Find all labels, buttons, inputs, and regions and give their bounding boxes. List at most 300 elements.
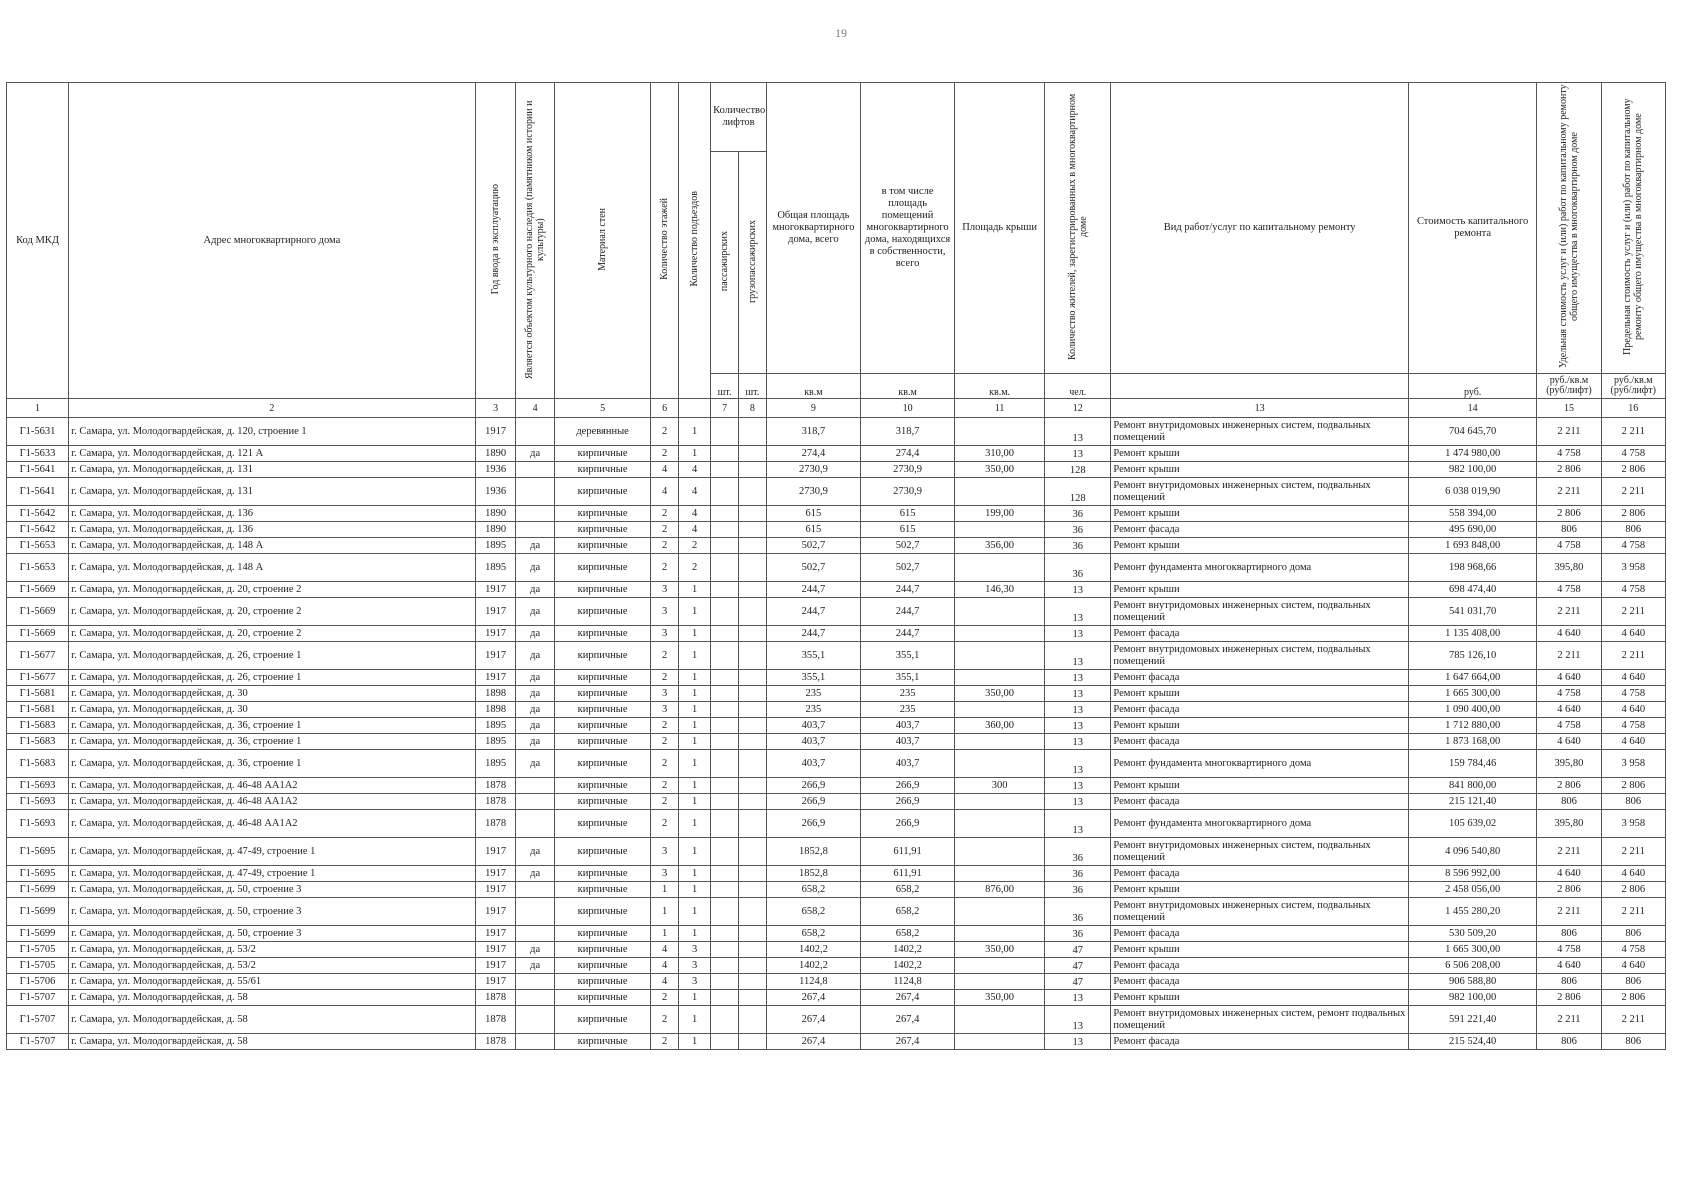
cell-wall-material: кирпичные xyxy=(554,838,650,866)
cell-lifts-passenger xyxy=(711,882,739,898)
cell-roof-area xyxy=(955,522,1045,538)
cell-entrances: 3 xyxy=(679,942,711,958)
cell-code: Г1-5706 xyxy=(7,974,69,990)
cell-lifts-passenger xyxy=(711,670,739,686)
cell-total-area: 403,7 xyxy=(766,718,860,734)
cell-heritage xyxy=(516,794,555,810)
cell-year: 1878 xyxy=(475,1006,516,1034)
cell-floors: 3 xyxy=(651,598,679,626)
table-row xyxy=(7,598,1666,626)
cell-residents: 13 xyxy=(1045,626,1111,642)
cell-lifts-cargo xyxy=(738,582,766,598)
cell-lifts-passenger xyxy=(711,794,739,810)
column-number: 12 xyxy=(1045,399,1111,418)
cell-wall-material: кирпичные xyxy=(554,506,650,522)
cell-wall-material: кирпичные xyxy=(554,882,650,898)
cell-max-cost: 4 758 xyxy=(1601,538,1665,554)
cell-heritage: да xyxy=(516,942,555,958)
cell-roof-area xyxy=(955,794,1045,810)
cell-total-area: 1852,8 xyxy=(766,866,860,882)
cell-address: г. Самара, ул. Молодогвардейская, д. 53/2 xyxy=(69,958,476,974)
cell-work-type: Ремонт крыши xyxy=(1111,446,1409,462)
cell-private-area: 244,7 xyxy=(860,582,954,598)
cell-wall-material: кирпичные xyxy=(554,942,650,958)
cell-total-area: 1852,8 xyxy=(766,838,860,866)
cell-roof-area xyxy=(955,926,1045,942)
column-number: 14 xyxy=(1408,399,1536,418)
cell-private-area: 266,9 xyxy=(860,810,954,838)
cell-unit-cost: 2 806 xyxy=(1537,506,1601,522)
cell-cost: 495 690,00 xyxy=(1408,522,1536,538)
cell-total-area: 403,7 xyxy=(766,750,860,778)
cell-lifts-passenger xyxy=(711,478,739,506)
cell-year: 1917 xyxy=(475,582,516,598)
table-row xyxy=(7,582,1666,598)
unit-cost: руб. xyxy=(1408,374,1536,399)
cell-wall-material: кирпичные xyxy=(554,734,650,750)
cell-lifts-passenger xyxy=(711,866,739,882)
cell-year: 1917 xyxy=(475,418,516,446)
cell-private-area: 658,2 xyxy=(860,926,954,942)
cell-code: Г1-5683 xyxy=(7,750,69,778)
cell-total-area: 403,7 xyxy=(766,734,860,750)
cell-address: г. Самара, ул. Молодогвардейская, д. 20, строение 2 xyxy=(69,598,476,626)
cell-work-type: Ремонт фасада xyxy=(1111,794,1409,810)
cell-max-cost: 2 806 xyxy=(1601,778,1665,794)
cell-unit-cost: 4 758 xyxy=(1537,538,1601,554)
cell-entrances: 1 xyxy=(679,794,711,810)
cell-wall-material: кирпичные xyxy=(554,794,650,810)
cell-work-type: Ремонт крыши xyxy=(1111,882,1409,898)
cell-lifts-cargo xyxy=(738,686,766,702)
cell-wall-material: кирпичные xyxy=(554,582,650,598)
cell-floors: 3 xyxy=(651,702,679,718)
cell-wall-material: кирпичные xyxy=(554,598,650,626)
cell-address: г. Самара, ул. Молодогвардейская, д. 46-48 АА1А2 xyxy=(69,794,476,810)
table-body xyxy=(7,418,1666,1050)
cell-max-cost: 4 758 xyxy=(1601,718,1665,734)
table-row xyxy=(7,1034,1666,1050)
cell-residents: 13 xyxy=(1045,642,1111,670)
cell-address: г. Самара, ул. Молодогвардейская, д. 30 xyxy=(69,686,476,702)
cell-entrances: 1 xyxy=(679,810,711,838)
cell-private-area: 615 xyxy=(860,522,954,538)
cell-residents: 36 xyxy=(1045,522,1111,538)
cell-unit-cost: 4 640 xyxy=(1537,702,1601,718)
cell-cost: 704 645,70 xyxy=(1408,418,1536,446)
cell-cost: 841 800,00 xyxy=(1408,778,1536,794)
cell-max-cost: 806 xyxy=(1601,974,1665,990)
cell-year: 1895 xyxy=(475,538,516,554)
cell-floors: 2 xyxy=(651,1006,679,1034)
cell-lifts-cargo xyxy=(738,1006,766,1034)
cell-roof-area xyxy=(955,626,1045,642)
cell-roof-area xyxy=(955,478,1045,506)
column-number: 15 xyxy=(1537,399,1601,418)
column-number: 7 xyxy=(711,399,739,418)
cell-residents: 36 xyxy=(1045,882,1111,898)
cell-residents: 13 xyxy=(1045,598,1111,626)
cell-address: г. Самара, ул. Молодогвардейская, д. 58 xyxy=(69,1006,476,1034)
cell-total-area: 274,4 xyxy=(766,446,860,462)
cell-roof-area: 876,00 xyxy=(955,882,1045,898)
cell-lifts-cargo xyxy=(738,810,766,838)
cell-lifts-cargo xyxy=(738,598,766,626)
cell-entrances: 1 xyxy=(679,778,711,794)
cell-heritage xyxy=(516,926,555,942)
cell-max-cost: 4 758 xyxy=(1601,582,1665,598)
cell-cost: 6 506 208,00 xyxy=(1408,958,1536,974)
cell-year: 1917 xyxy=(475,642,516,670)
cell-cost: 1 135 408,00 xyxy=(1408,626,1536,642)
cell-floors: 2 xyxy=(651,522,679,538)
cell-work-type: Ремонт внутридомовых инженерных систем, подвальных помещений xyxy=(1111,898,1409,926)
cell-cost: 1 455 280,20 xyxy=(1408,898,1536,926)
cell-entrances: 1 xyxy=(679,866,711,882)
cell-work-type: Ремонт фасада xyxy=(1111,926,1409,942)
cell-max-cost: 3 958 xyxy=(1601,810,1665,838)
cell-total-area: 658,2 xyxy=(766,898,860,926)
cell-lifts-cargo xyxy=(738,446,766,462)
cell-code: Г1-5669 xyxy=(7,626,69,642)
cell-floors: 2 xyxy=(651,718,679,734)
cell-max-cost: 2 211 xyxy=(1601,838,1665,866)
cell-roof-area xyxy=(955,750,1045,778)
cell-work-type: Ремонт фундамента многоквартирного дома xyxy=(1111,810,1409,838)
cell-heritage: да xyxy=(516,598,555,626)
cell-work-type: Ремонт внутридомовых инженерных систем, подвальных помещений xyxy=(1111,598,1409,626)
cell-total-area: 244,7 xyxy=(766,598,860,626)
cell-residents: 13 xyxy=(1045,1006,1111,1034)
cell-residents: 36 xyxy=(1045,538,1111,554)
cell-roof-area xyxy=(955,642,1045,670)
cell-lifts-passenger xyxy=(711,898,739,926)
unit-residents: чел. xyxy=(1045,374,1111,399)
cell-unit-cost: 395,80 xyxy=(1537,554,1601,582)
cell-heritage: да xyxy=(516,554,555,582)
cell-address: г. Самара, ул. Молодогвардейская, д. 120, строение 1 xyxy=(69,418,476,446)
cell-address: г. Самара, ул. Молодогвардейская, д. 36, строение 1 xyxy=(69,750,476,778)
cell-address: г. Самара, ул. Молодогвардейская, д. 121 А xyxy=(69,446,476,462)
cell-floors: 2 xyxy=(651,538,679,554)
cell-lifts-cargo xyxy=(738,750,766,778)
cell-work-type: Ремонт крыши xyxy=(1111,462,1409,478)
cell-address: г. Самара, ул. Молодогвардейская, д. 136 xyxy=(69,522,476,538)
table-row xyxy=(7,838,1666,866)
cell-heritage: да xyxy=(516,626,555,642)
cell-wall-material: кирпичные xyxy=(554,958,650,974)
cell-cost: 785 126,10 xyxy=(1408,642,1536,670)
cell-code: Г1-5669 xyxy=(7,598,69,626)
cell-wall-material: кирпичные xyxy=(554,702,650,718)
cell-private-area: 267,4 xyxy=(860,1006,954,1034)
cell-unit-cost: 2 211 xyxy=(1537,598,1601,626)
cell-private-area: 615 xyxy=(860,506,954,522)
cell-lifts-cargo xyxy=(738,942,766,958)
cell-unit-cost: 806 xyxy=(1537,794,1601,810)
cell-max-cost: 2 211 xyxy=(1601,642,1665,670)
cell-private-area: 502,7 xyxy=(860,554,954,582)
cell-wall-material: кирпичные xyxy=(554,974,650,990)
cell-unit-cost: 2 806 xyxy=(1537,778,1601,794)
table-row xyxy=(7,478,1666,506)
cell-total-area: 1124,8 xyxy=(766,974,860,990)
cell-heritage: да xyxy=(516,718,555,734)
cell-private-area: 502,7 xyxy=(860,538,954,554)
cell-private-area: 611,91 xyxy=(860,866,954,882)
cell-heritage: да xyxy=(516,538,555,554)
cell-floors: 2 xyxy=(651,734,679,750)
cell-cost: 1 873 168,00 xyxy=(1408,734,1536,750)
cell-residents: 13 xyxy=(1045,734,1111,750)
cell-residents: 13 xyxy=(1045,778,1111,794)
cell-wall-material: кирпичные xyxy=(554,626,650,642)
cell-year: 1895 xyxy=(475,734,516,750)
cell-wall-material: кирпичные xyxy=(554,522,650,538)
cell-year: 1878 xyxy=(475,990,516,1006)
cell-unit-cost: 4 758 xyxy=(1537,718,1601,734)
cell-code: Г1-5642 xyxy=(7,506,69,522)
cell-year: 1890 xyxy=(475,522,516,538)
cell-unit-cost: 4 758 xyxy=(1537,686,1601,702)
header-unit-cost: Удельная стоимость услуг и (или) работ по капитальному ремонту общего имущества в многоквартирном доме xyxy=(1537,83,1601,374)
cell-entrances: 4 xyxy=(679,506,711,522)
cell-unit-cost: 4 758 xyxy=(1537,446,1601,462)
cell-private-area: 244,7 xyxy=(860,626,954,642)
cell-lifts-cargo xyxy=(738,898,766,926)
column-number: 3 xyxy=(475,399,516,418)
header-total-area: Общая площадь многоквартирного дома, всего xyxy=(766,83,860,374)
cell-max-cost: 806 xyxy=(1601,794,1665,810)
cell-code: Г1-5631 xyxy=(7,418,69,446)
cell-heritage: да xyxy=(516,750,555,778)
cell-year: 1917 xyxy=(475,598,516,626)
cell-total-area: 244,7 xyxy=(766,582,860,598)
cell-unit-cost: 2 806 xyxy=(1537,990,1601,1006)
cell-total-area: 355,1 xyxy=(766,670,860,686)
cell-lifts-passenger xyxy=(711,838,739,866)
unit-unit-cost: руб./кв.м (руб/лифт) xyxy=(1537,374,1601,399)
cell-cost: 982 100,00 xyxy=(1408,462,1536,478)
cell-entrances: 2 xyxy=(679,554,711,582)
table-row xyxy=(7,626,1666,642)
cell-floors: 3 xyxy=(651,582,679,598)
unit-lifts-cargo: шт. xyxy=(738,374,766,399)
cell-residents: 13 xyxy=(1045,418,1111,446)
cell-address: г. Самара, ул. Молодогвардейская, д. 30 xyxy=(69,702,476,718)
cell-year: 1898 xyxy=(475,686,516,702)
cell-cost: 2 458 056,00 xyxy=(1408,882,1536,898)
cell-lifts-cargo xyxy=(738,418,766,446)
cell-entrances: 1 xyxy=(679,838,711,866)
cell-entrances: 4 xyxy=(679,522,711,538)
table-row xyxy=(7,810,1666,838)
cell-max-cost: 4 640 xyxy=(1601,670,1665,686)
header-work-type: Вид работ/услуг по капитальному ремонту xyxy=(1111,83,1409,374)
cell-private-area: 266,9 xyxy=(860,794,954,810)
header-heritage: Является объектом культурного наследия (памятником истории и культуры) xyxy=(516,83,555,399)
cell-code: Г1-5653 xyxy=(7,554,69,582)
cell-floors: 2 xyxy=(651,750,679,778)
cell-unit-cost: 2 211 xyxy=(1537,838,1601,866)
cell-heritage xyxy=(516,478,555,506)
cell-code: Г1-5677 xyxy=(7,642,69,670)
cell-unit-cost: 2 211 xyxy=(1537,898,1601,926)
cell-heritage xyxy=(516,418,555,446)
cell-total-area: 267,4 xyxy=(766,1006,860,1034)
cell-address: г. Самара, ул. Молодогвардейская, д. 26, строение 1 xyxy=(69,642,476,670)
cell-address: г. Самара, ул. Молодогвардейская, д. 131 xyxy=(69,478,476,506)
cell-work-type: Ремонт крыши xyxy=(1111,538,1409,554)
cell-wall-material: кирпичные xyxy=(554,670,650,686)
cell-entrances: 1 xyxy=(679,642,711,670)
cell-lifts-cargo xyxy=(738,838,766,866)
cell-address: г. Самара, ул. Молодогвардейская, д. 53/2 xyxy=(69,942,476,958)
cell-work-type: Ремонт фасада xyxy=(1111,626,1409,642)
cell-year: 1895 xyxy=(475,718,516,734)
header-roof-area: Площадь крыши xyxy=(955,83,1045,374)
column-number: 4 xyxy=(516,399,555,418)
cell-roof-area xyxy=(955,974,1045,990)
cell-lifts-cargo xyxy=(738,462,766,478)
cell-residents: 13 xyxy=(1045,670,1111,686)
cell-lifts-cargo xyxy=(738,866,766,882)
cell-max-cost: 3 958 xyxy=(1601,750,1665,778)
header-wall-material: Материал стен xyxy=(554,83,650,399)
cell-private-area: 403,7 xyxy=(860,750,954,778)
cell-roof-area xyxy=(955,1006,1045,1034)
cell-code: Г1-5677 xyxy=(7,670,69,686)
unit-work-type xyxy=(1111,374,1409,399)
cell-year: 1917 xyxy=(475,958,516,974)
cell-floors: 1 xyxy=(651,882,679,898)
table-row xyxy=(7,990,1666,1006)
cell-lifts-passenger xyxy=(711,446,739,462)
header-residents: Количество жителей, зарегистрированных в многоквартирном доме xyxy=(1045,83,1111,374)
cell-private-area: 658,2 xyxy=(860,898,954,926)
cell-floors: 2 xyxy=(651,446,679,462)
cell-floors: 3 xyxy=(651,838,679,866)
cell-unit-cost: 2 806 xyxy=(1537,882,1601,898)
cell-code: Г1-5707 xyxy=(7,1034,69,1050)
cell-roof-area xyxy=(955,702,1045,718)
cell-lifts-passenger xyxy=(711,626,739,642)
cell-wall-material: кирпичные xyxy=(554,686,650,702)
cell-address: г. Самара, ул. Молодогвардейская, д. 50, строение 3 xyxy=(69,882,476,898)
cell-work-type: Ремонт крыши xyxy=(1111,506,1409,522)
cell-unit-cost: 806 xyxy=(1537,974,1601,990)
table-row xyxy=(7,750,1666,778)
cell-year: 1917 xyxy=(475,926,516,942)
table-row xyxy=(7,522,1666,538)
cell-max-cost: 4 758 xyxy=(1601,686,1665,702)
cell-work-type: Ремонт фасада xyxy=(1111,734,1409,750)
cell-floors: 4 xyxy=(651,974,679,990)
cell-work-type: Ремонт внутридомовых инженерных систем, подвальных помещений xyxy=(1111,838,1409,866)
cell-roof-area: 300 xyxy=(955,778,1045,794)
cell-lifts-cargo xyxy=(738,670,766,686)
cell-residents: 128 xyxy=(1045,478,1111,506)
cell-floors: 4 xyxy=(651,478,679,506)
cell-entrances: 1 xyxy=(679,702,711,718)
cell-lifts-passenger xyxy=(711,554,739,582)
cell-roof-area: 199,00 xyxy=(955,506,1045,522)
cell-roof-area xyxy=(955,418,1045,446)
cell-address: г. Самара, ул. Молодогвардейская, д. 148 А xyxy=(69,554,476,582)
cell-roof-area xyxy=(955,866,1045,882)
cell-lifts-passenger xyxy=(711,598,739,626)
cell-residents: 47 xyxy=(1045,958,1111,974)
cell-private-area: 274,4 xyxy=(860,446,954,462)
cell-total-area: 267,4 xyxy=(766,990,860,1006)
cell-total-area: 266,9 xyxy=(766,794,860,810)
header-lifts-passenger: пассажирских xyxy=(711,152,739,374)
cell-wall-material: кирпичные xyxy=(554,462,650,478)
table-row xyxy=(7,718,1666,734)
cell-private-area: 1402,2 xyxy=(860,958,954,974)
cell-roof-area xyxy=(955,898,1045,926)
cell-unit-cost: 806 xyxy=(1537,926,1601,942)
cell-floors: 2 xyxy=(651,506,679,522)
cell-cost: 1 665 300,00 xyxy=(1408,686,1536,702)
cell-wall-material: кирпичные xyxy=(554,538,650,554)
cell-max-cost: 2 211 xyxy=(1601,1006,1665,1034)
cell-residents: 13 xyxy=(1045,990,1111,1006)
cell-lifts-cargo xyxy=(738,794,766,810)
table-row xyxy=(7,554,1666,582)
table-row xyxy=(7,506,1666,522)
cell-private-area: 266,9 xyxy=(860,778,954,794)
cell-roof-area xyxy=(955,1034,1045,1050)
cell-lifts-cargo xyxy=(738,538,766,554)
cell-code: Г1-5695 xyxy=(7,838,69,866)
table-row xyxy=(7,974,1666,990)
cell-cost: 159 784,46 xyxy=(1408,750,1536,778)
cell-heritage: да xyxy=(516,642,555,670)
cell-roof-area xyxy=(955,838,1045,866)
cell-residents: 47 xyxy=(1045,974,1111,990)
cell-entrances: 1 xyxy=(679,990,711,1006)
cell-entrances: 3 xyxy=(679,974,711,990)
header-lifts-group: Количество лифтов xyxy=(711,83,767,152)
table-row xyxy=(7,642,1666,670)
cell-code: Г1-5653 xyxy=(7,538,69,554)
column-number: 16 xyxy=(1601,399,1665,418)
cell-work-type: Ремонт внутридомовых инженерных систем, подвальных помещений xyxy=(1111,642,1409,670)
cell-heritage: да xyxy=(516,670,555,686)
cell-lifts-passenger xyxy=(711,538,739,554)
cell-year: 1917 xyxy=(475,838,516,866)
cell-lifts-passenger xyxy=(711,974,739,990)
cell-work-type: Ремонт крыши xyxy=(1111,718,1409,734)
cell-wall-material: кирпичные xyxy=(554,1034,650,1050)
header-cost: Стоимость капитального ремонта xyxy=(1408,83,1536,374)
cell-private-area: 355,1 xyxy=(860,670,954,686)
cell-work-type: Ремонт крыши xyxy=(1111,582,1409,598)
cell-wall-material: кирпичные xyxy=(554,1006,650,1034)
cell-year: 1917 xyxy=(475,670,516,686)
cell-year: 1917 xyxy=(475,882,516,898)
cell-code: Г1-5693 xyxy=(7,778,69,794)
cell-heritage xyxy=(516,1006,555,1034)
column-number: 10 xyxy=(860,399,954,418)
cell-roof-area xyxy=(955,958,1045,974)
cell-total-area: 1402,2 xyxy=(766,958,860,974)
cell-private-area: 267,4 xyxy=(860,1034,954,1050)
cell-max-cost: 2 211 xyxy=(1601,418,1665,446)
cell-code: Г1-5707 xyxy=(7,990,69,1006)
table-row xyxy=(7,898,1666,926)
